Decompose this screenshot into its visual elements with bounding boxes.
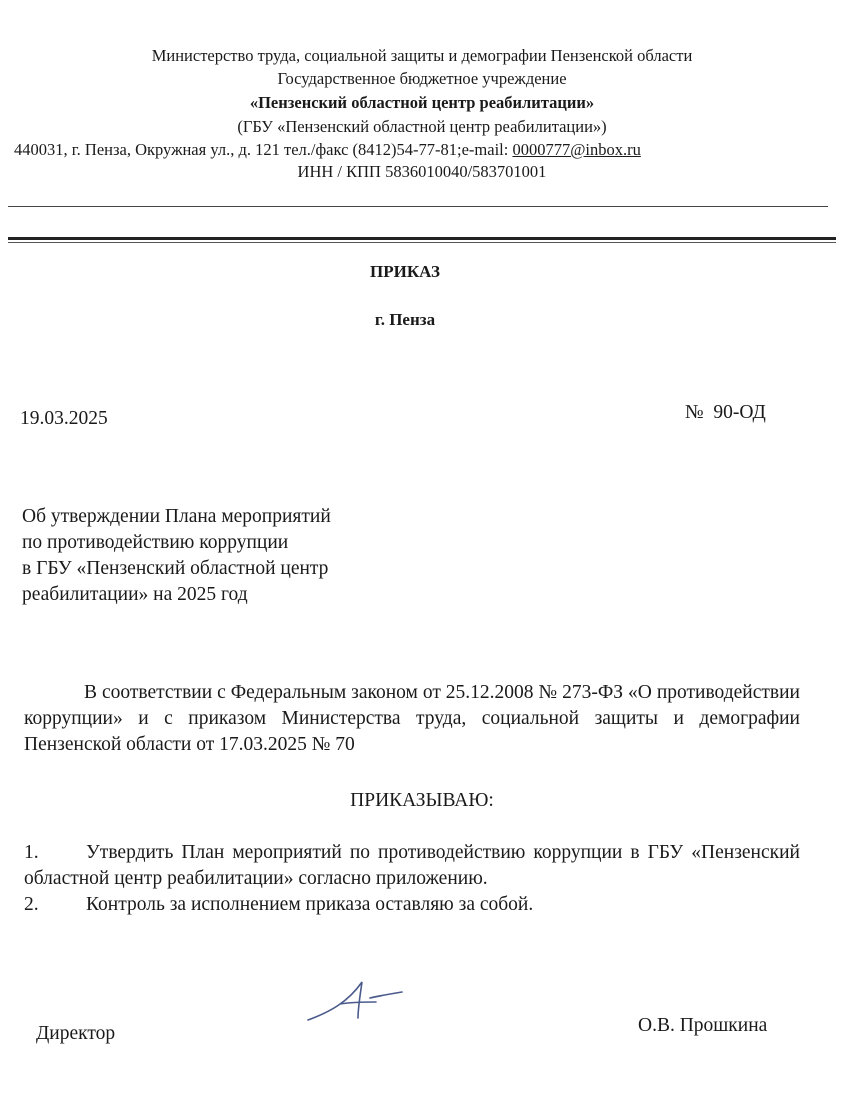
document-subject bbox=[22, 504, 422, 608]
header-divider-underline bbox=[8, 242, 836, 243]
order-word: ПРИКАЗЫВАЮ: bbox=[350, 790, 494, 811]
order-item bbox=[24, 840, 800, 892]
inn-kpp: ИНН / КПП 5836010040/583701001 bbox=[297, 162, 547, 181]
order-item-number: 2. bbox=[24, 894, 39, 915]
institution-type: Государственное бюджетное учреждение bbox=[277, 69, 567, 88]
subject-line: в ГБУ «Пензенский областной центр bbox=[22, 558, 329, 579]
signatory-position: Директор bbox=[36, 1023, 116, 1044]
institution-name: «Пензенский областной центр реабилитации» bbox=[249, 93, 595, 112]
order-item bbox=[24, 892, 800, 918]
order-item-text: Контроль за исполнением приказа оставляю за собой. bbox=[86, 894, 534, 915]
email-link[interactable]: 0000777@inbox.ru bbox=[512, 140, 641, 159]
number-value: 90-ОД bbox=[713, 402, 766, 423]
signatory-name: О.В. Прошкина bbox=[638, 1015, 768, 1036]
order-item-number: 1. bbox=[24, 842, 39, 863]
subject-line: Об утверждении Плана мероприятий bbox=[22, 506, 331, 527]
institution-short-name: (ГБУ «Пензенский областной центр реабилитации») bbox=[237, 117, 607, 136]
order-item-text: Утвердить План мероприятий по противодействию коррупции в ГБУ «Пензенский областной центр реабилитации» согласно приложению. bbox=[24, 842, 800, 889]
ministry-name: Министерство труда, социальной защиты и демографии Пензенской области bbox=[151, 46, 693, 65]
preamble-paragraph: В соответствии с Федеральным законом от 25.12.2008 № 273-ФЗ «О противодействии коррупции» и с приказом Министерства труда, социальной защиты и демографии Пензенской области от 17.03.2025 № 70 bbox=[24, 682, 800, 755]
address-line bbox=[14, 139, 641, 161]
document-date: 19.03.2025 bbox=[20, 408, 108, 429]
document-city: г. Пенза bbox=[374, 310, 436, 329]
document-title: ПРИКАЗ bbox=[370, 262, 440, 281]
address-text: 440031, г. Пенза, Окружная ул., д. 121 тел./факс (8412)54-77-81;e-mail: bbox=[14, 140, 513, 159]
number-sign: № bbox=[685, 402, 704, 423]
document-number bbox=[685, 400, 766, 426]
header-divider-thin bbox=[8, 206, 828, 207]
subject-line: реабилитации» на 2025 год bbox=[22, 584, 248, 605]
order-items bbox=[24, 840, 800, 918]
subject-line: по противодействию коррупции bbox=[22, 532, 289, 553]
handwritten-signature bbox=[300, 968, 410, 1028]
header-divider-thick bbox=[8, 237, 836, 240]
